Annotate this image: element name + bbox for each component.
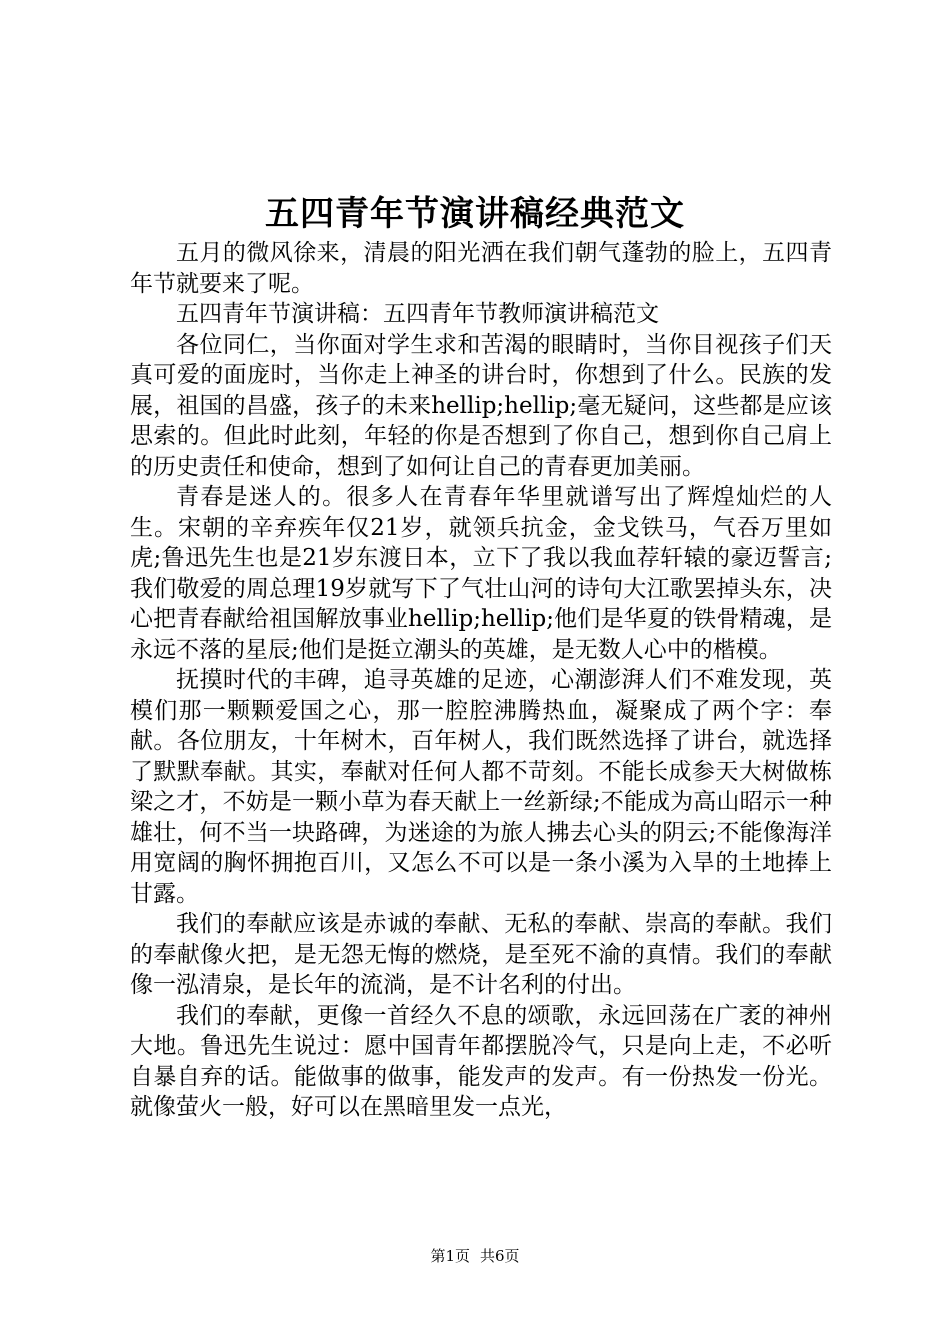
paragraph: 我们的奉献，更像一首经久不息的颂歌，永远回荡在广袤的神州大地。鲁迅先生说过：愿中国青年都摆脱冷气，只是向上走，不必听自暴自弃的话。能做事的做事，能发声的发声。有一份热发一份光。就像萤火一般，好可以在黑暗里发一点光， [130, 1002, 832, 1120]
paragraph: 各位同仁，当你面对学生求和苦渴的眼睛时，当你目视孩子们天真可爱的面庞时，当你走上神圣的讲台时，你想到了什么。民族的发展，祖国的昌盛，孩子的未来hellip;hellip;毫无疑问，这些都是应该思索的。但此时此刻，年轻的你是否想到了你自己，想到你自己肩上的历史责任和使命，想到了如何让自己的青春更加美丽。 [130, 331, 832, 480]
page-number: 第1页 [430, 1247, 470, 1265]
paragraph: 五四青年节演讲稿：五四青年节教师演讲稿范文 [176, 301, 659, 327]
paragraph: 五月的微风徐来，清晨的阳光洒在我们朝气蓬勃的脸上，五四青年节就要来了呢。 [130, 240, 832, 297]
document-title: 五四青年节演讲稿经典范文 [265, 194, 685, 234]
paragraph: 抚摸时代的丰碑，追寻英雄的足迹，心潮澎湃人们不难发现，英模们那一颗颗爱国之心，那一腔腔沸腾热血，凝聚成了两个字：奉献。各位朋友，十年树木，百年树人，我们既然选择了讲台，就选择了默默奉献。其实，奉献对任何人都不苛刻。不能长成参天大树做栋梁之才，不妨是一颗小草为春天献上一丝新绿;不能成为高山昭示一种雄壮，何不当一块路碑，为迷途的为旅人拂去心头的阴云;不能像海洋用宽阔的胸怀拥抱百川，又怎么不可以是一条小溪为入旱的土地捧上甘露。 [130, 667, 832, 907]
page-total: 共6页 [480, 1247, 520, 1265]
page-footer [0, 1245, 950, 1266]
paragraph: 我们的奉献应该是赤诚的奉献、无私的奉献、崇高的奉献。我们的奉献像火把，是无怨无悔的燃烧，是至死不渝的真情。我们的奉献像一泓清泉，是长年的流淌，是不计名利的付出。 [130, 911, 832, 998]
document-body [130, 238, 832, 1123]
paragraph: 青春是迷人的。很多人在青春年华里就谱写出了辉煌灿烂的人生。宋朝的辛弃疾年仅21岁，就领兵抗金，金戈铁马，气吞万里如虎;鲁迅先生也是21岁东渡日本，立下了我以我血荐轩辕的豪迈誓言;我们敬爱的周总理19岁就写下了气壮山河的诗句大江歌罢掉头东，决心把青春献给祖国解放事业hellip;hellip;他们是华夏的铁骨精魂，是永远不落的星辰;他们是挺立潮头的英雄，是无数人心中的楷模。 [130, 484, 832, 663]
